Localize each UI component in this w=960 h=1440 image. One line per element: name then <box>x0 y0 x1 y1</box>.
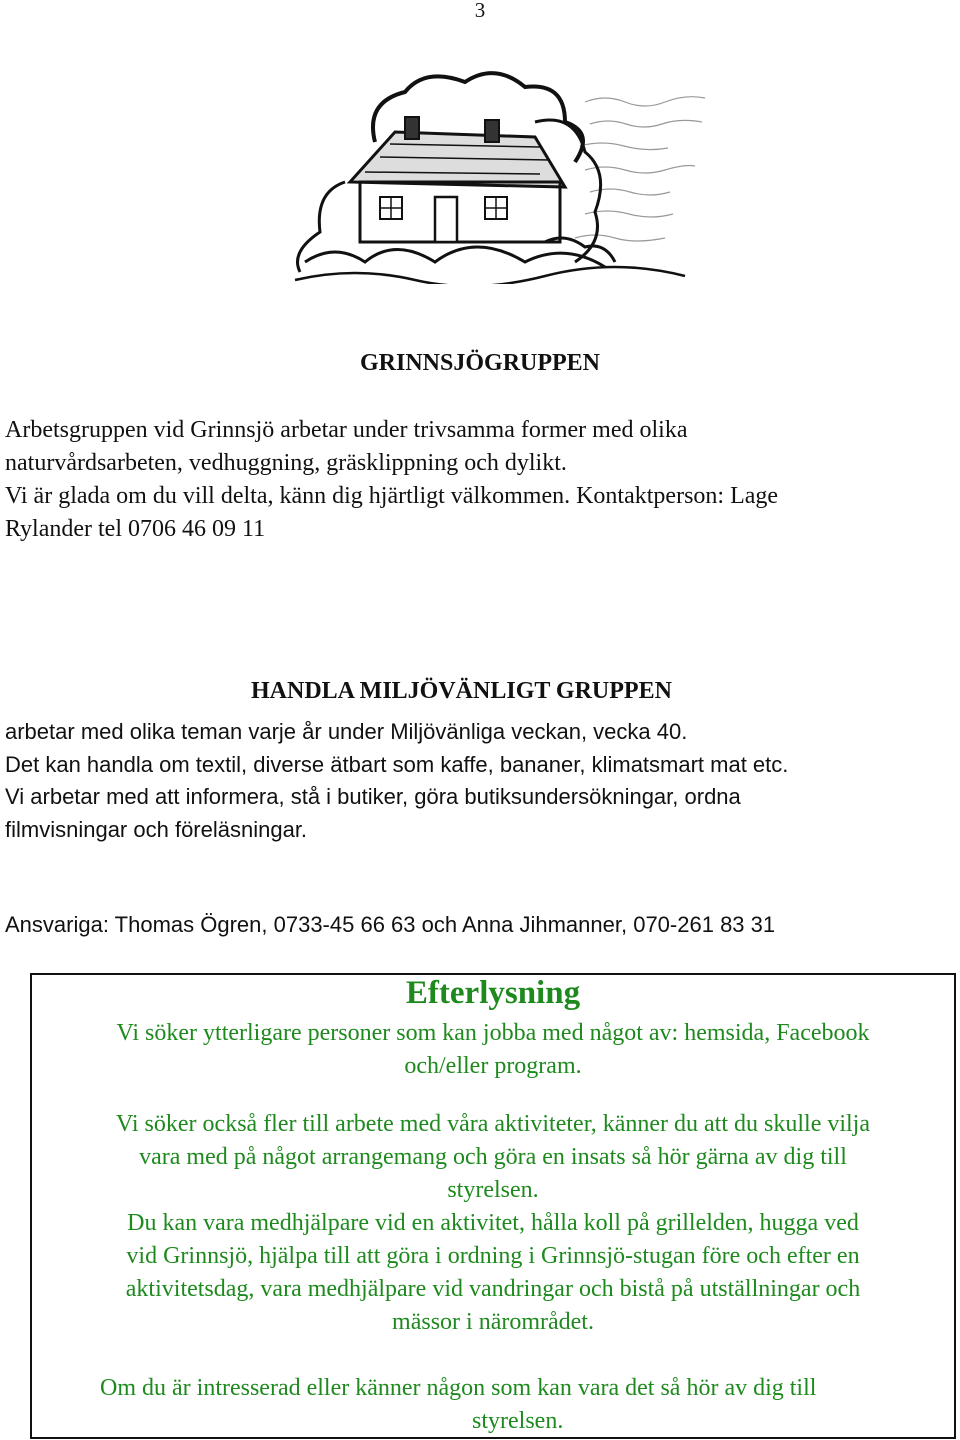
handla-heading: HANDLA MILJÖVÄNLIGT GRUPPEN <box>251 678 672 704</box>
text-line: aktivitetsdag, vara medhjälpare vid vandringar och bistå på utställningar och <box>125 1276 861 1302</box>
grinnsjo-heading: GRINNSJÖGRUPPEN <box>360 350 601 376</box>
handla-paragraph <box>5 716 788 846</box>
text-line: vid Grinnsjö, hjälpa till att göra i ordning i Grinnsjö-stugan före och efter en <box>126 1243 860 1269</box>
text-line: vara med på något arrangemang och göra en insats så hör gärna av dig till <box>139 1144 847 1170</box>
text-line: arbetar med olika teman varje år under Miljövänliga veckan, vecka 40. <box>5 719 688 744</box>
text-line: Rylander tel 0706 46 09 11 <box>5 516 266 542</box>
efterlysning-paragraph-2 <box>30 1108 956 1207</box>
text-line: Om du är intresserad eller känner någon som kan vara det så hör av dig till <box>100 1375 817 1401</box>
text-line: Det kan handla om textil, diverse ätbart som kaffe, bananer, klimatsmart mat etc. <box>5 751 789 777</box>
cottage-sketch-icon <box>285 62 725 284</box>
text-line: naturvårdsarbeten, vedhuggning, gräsklippning och dylikt. <box>5 450 567 476</box>
text-line: Arbetsgruppen vid Grinnsjö arbetar under trivsamma former med olika <box>5 417 688 443</box>
text-line: Vi är glada om du vill delta, känn dig hjärtligt välkommen. Kontaktperson: Lage <box>5 483 779 509</box>
text-line: styrelsen. <box>472 1408 564 1434</box>
handla-contacts: Ansvariga: Thomas Ögren, 0733-45 66 63 och Anna Jihmanner, 070-261 83 31 <box>5 912 776 937</box>
text-line: Vi söker också fler till arbete med våra aktiviteter, känner du att du skulle vilja <box>116 1111 870 1137</box>
efterlysning-title: Efterlysning <box>405 975 581 1011</box>
text-line: Vi söker ytterligare personer som kan jobba med något av: hemsida, Facebook <box>116 1020 870 1046</box>
efterlysning-paragraph-3 <box>30 1207 956 1339</box>
efterlysning-paragraph-1 <box>30 1017 956 1083</box>
text-line: mässor i närområdet. <box>392 1309 594 1335</box>
text-line: Du kan vara medhjälpare vid en aktivitet, hålla koll på grillelden, hugga ved <box>127 1210 859 1236</box>
text-line: och/eller program. <box>404 1053 582 1079</box>
text-line: Vi arbetar med att informera, stå i butiker, göra butiksundersökningar, ordna <box>5 784 741 809</box>
grinnsjo-paragraph <box>5 414 778 546</box>
text-line: filmvisningar och föreläsningar. <box>5 816 308 842</box>
text-line: styrelsen. <box>447 1177 539 1203</box>
page-number: 3 <box>474 0 486 22</box>
efterlysning-paragraph-4 <box>100 1372 956 1438</box>
